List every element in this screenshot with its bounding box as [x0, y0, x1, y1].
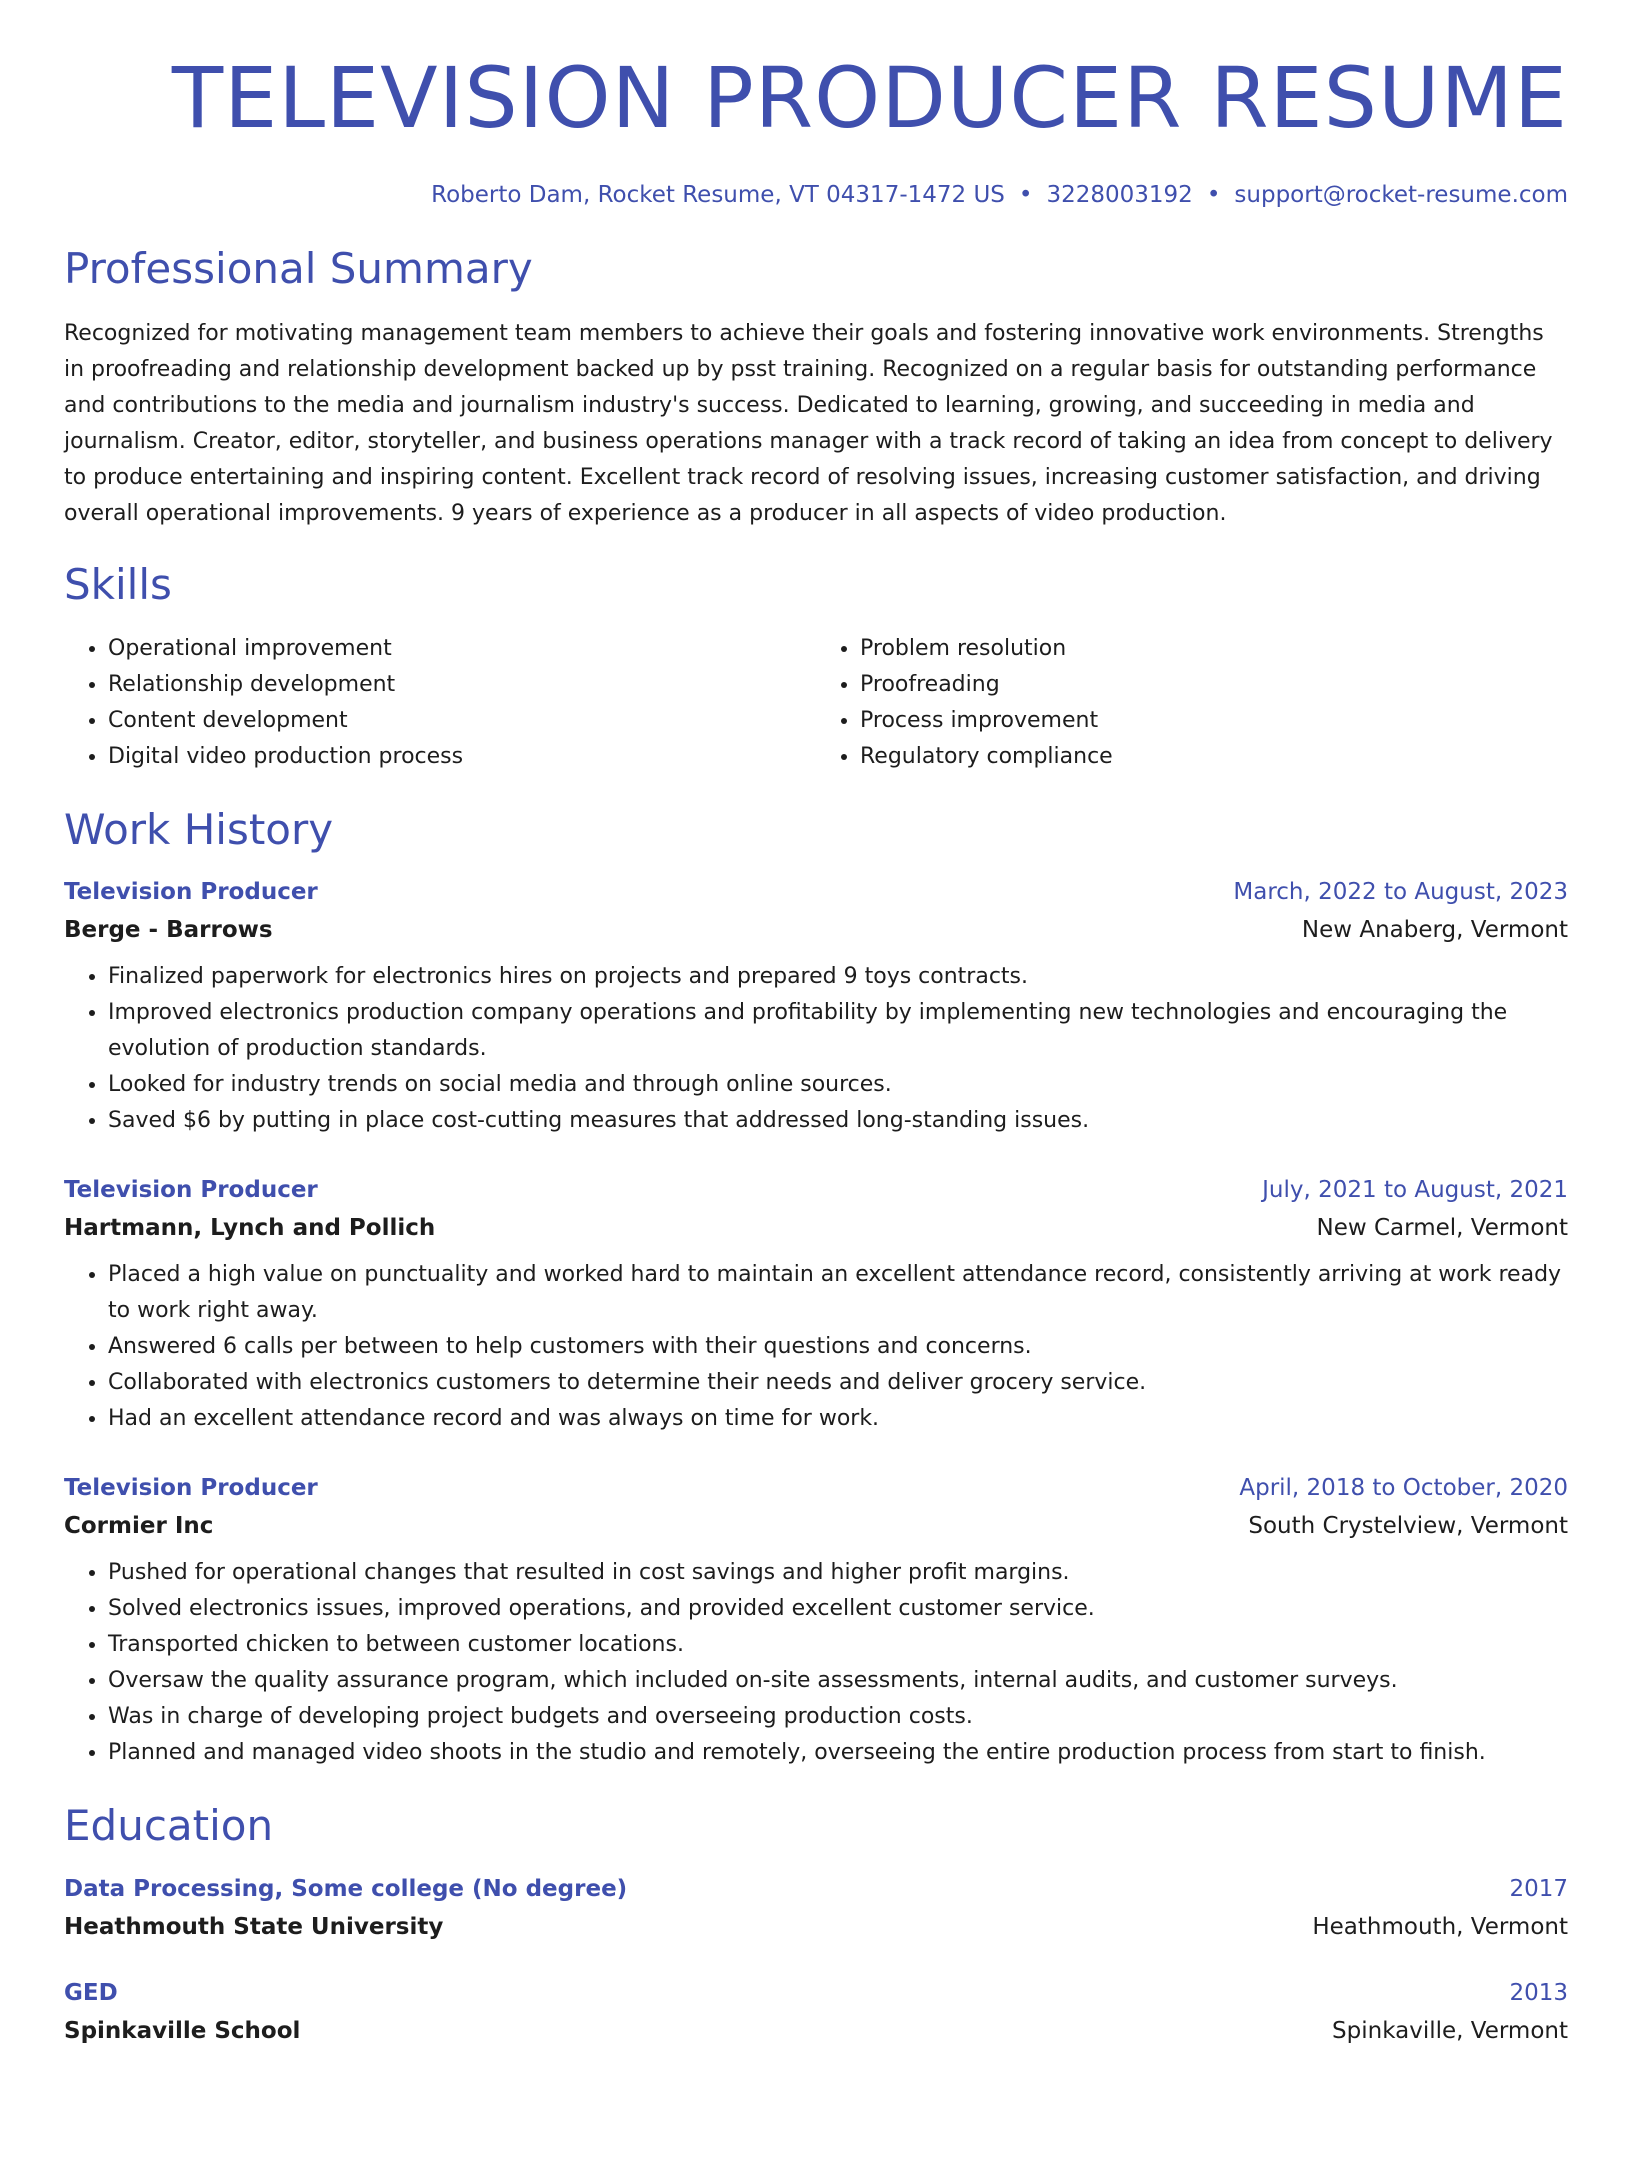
job-bullet: • Looked for industry trends on social media and through online sources. — [108, 1067, 1568, 1103]
education-school: Heathmouth State University — [64, 1913, 444, 1940]
contact-separator: • — [1018, 182, 1033, 208]
education-location: Spinkaville, Vermont — [1332, 2017, 1568, 2044]
education-degree: GED — [64, 1979, 118, 2006]
work-history-heading: Work History — [64, 804, 334, 854]
contact-separator: • — [1206, 182, 1221, 208]
summary-heading: Professional Summary — [64, 244, 533, 293]
resume-page — [0, 49, 1632, 2050]
education-entry — [64, 1870, 1568, 1946]
job-location: New Anaberg, Vermont — [1301, 917, 1568, 944]
job-title: Television Producer — [64, 1177, 318, 1204]
skill-item: • Content development — [108, 703, 816, 739]
contact-line — [64, 182, 1568, 208]
skills-column-left — [64, 631, 816, 775]
job-entry — [64, 1469, 1568, 1771]
job-bullet: • Oversaw the quality assurance program, which included on-site assessments, internal audits, and customer surveys. — [108, 1663, 1568, 1699]
summary-section — [64, 244, 1568, 532]
job-dates: April, 2018 to October, 2020 — [1239, 1475, 1568, 1502]
work-history-section — [64, 805, 1568, 1771]
job-bullet: • Answered 6 calls per between to help customers with their questions and concerns. — [108, 1329, 1568, 1365]
job-bullet: • Was in charge of developing project budgets and overseeing production costs. — [108, 1699, 1568, 1735]
job-location: New Carmel, Vermont — [1316, 1215, 1568, 1242]
skill-item: • Regulatory compliance — [860, 739, 1568, 775]
skill-item: • Relationship development — [108, 667, 816, 703]
contact-phone: 3228003192 — [1046, 182, 1193, 208]
job-bullets — [64, 959, 1568, 1139]
job-bullet: • Saved $6 by putting in place cost-cutting measures that addressed long-standing issues. — [108, 1103, 1568, 1139]
job-bullet: • Improved electronics production company operations and profitability by implementing new technologies and encouraging the evolution of production standards. — [108, 995, 1568, 1067]
job-title: Television Producer — [64, 879, 318, 906]
job-location: South Crystelview, Vermont — [1248, 1513, 1568, 1540]
education-location: Heathmouth, Vermont — [1312, 1913, 1568, 1940]
job-bullet: • Pushed for operational changes that resulted in cost savings and higher profit margins. — [108, 1555, 1568, 1591]
skill-item: • Digital video production process — [108, 739, 816, 775]
job-bullet: • Placed a high value on punctuality and worked hard to maintain an excellent attendance record, consistently arriving at work ready to work right away. — [108, 1257, 1568, 1329]
education-year: 2017 — [1509, 1875, 1568, 1902]
education-year: 2013 — [1509, 1979, 1568, 2006]
job-bullet: • Planned and managed video shoots in the studio and remotely, overseeing the entire production process from start to finish. — [108, 1735, 1568, 1771]
education-degree: Data Processing, Some college (No degree) — [64, 1875, 628, 1902]
job-bullet: • Finalized paperwork for electronics hires on projects and prepared 9 toys contracts. — [108, 959, 1568, 995]
job-entry — [64, 1171, 1568, 1437]
job-title: Television Producer — [64, 1475, 318, 1502]
job-entry — [64, 873, 1568, 1139]
job-company: Cormier Inc — [64, 1513, 214, 1540]
skills-heading: Skills — [64, 560, 172, 610]
job-bullet: • Transported chicken to between customer locations. — [108, 1627, 1568, 1663]
education-section — [64, 1801, 1568, 2049]
job-company: Hartmann, Lynch and Pollich — [64, 1215, 436, 1242]
job-bullets — [64, 1257, 1568, 1437]
summary-text: Recognized for motivating management team members to achieve their goals and fostering innovative work environments. Strengths in proofreading and relationship development backed up by psst training. Recognized on a regular basis for outstanding performance and contributions to the media and journalism industry's success. Dedicated to learning, growing, and succeeding in media and journalism. Creator, editor, storyteller, and business operations manager with a track record of taking an idea from concept to delivery to produce entertaining and inspiring content. Excellent track record of resolving issues, increasing customer satisfaction, and driving overall operational improvements. 9 years of experience as a producer in all aspects of video production. — [64, 321, 1553, 527]
job-bullet: • Collaborated with electronics customers to determine their needs and deliver grocery service. — [108, 1365, 1568, 1401]
skills-column-right — [816, 631, 1568, 775]
job-bullet: • Solved electronics issues, improved operations, and provided excellent customer service. — [108, 1591, 1568, 1627]
contact-address: Roberto Dam, Rocket Resume, VT 04317-1472 US — [431, 182, 1005, 208]
education-entry — [64, 1974, 1568, 2050]
education-school: Spinkaville School — [64, 2017, 301, 2044]
skill-item: • Problem resolution — [860, 631, 1568, 667]
contact-email[interactable]: support@rocket-resume.com — [1234, 182, 1568, 208]
skill-item: • Process improvement — [860, 703, 1568, 739]
skills-grid — [64, 631, 1568, 775]
skills-section — [64, 560, 1568, 774]
job-dates: July, 2021 to August, 2021 — [1262, 1177, 1568, 1204]
job-bullets — [64, 1555, 1568, 1771]
job-bullet: • Had an excellent attendance record and was always on time for work. — [108, 1401, 1568, 1437]
skill-item: • Proofreading — [860, 667, 1568, 703]
education-heading: Education — [64, 1801, 274, 1851]
skill-item: • Operational improvement — [108, 631, 816, 667]
resume-title: TELEVISION PRODUCER RESUME — [171, 49, 1568, 147]
job-company: Berge - Barrows — [64, 917, 273, 944]
job-dates: March, 2022 to August, 2023 — [1233, 879, 1568, 906]
